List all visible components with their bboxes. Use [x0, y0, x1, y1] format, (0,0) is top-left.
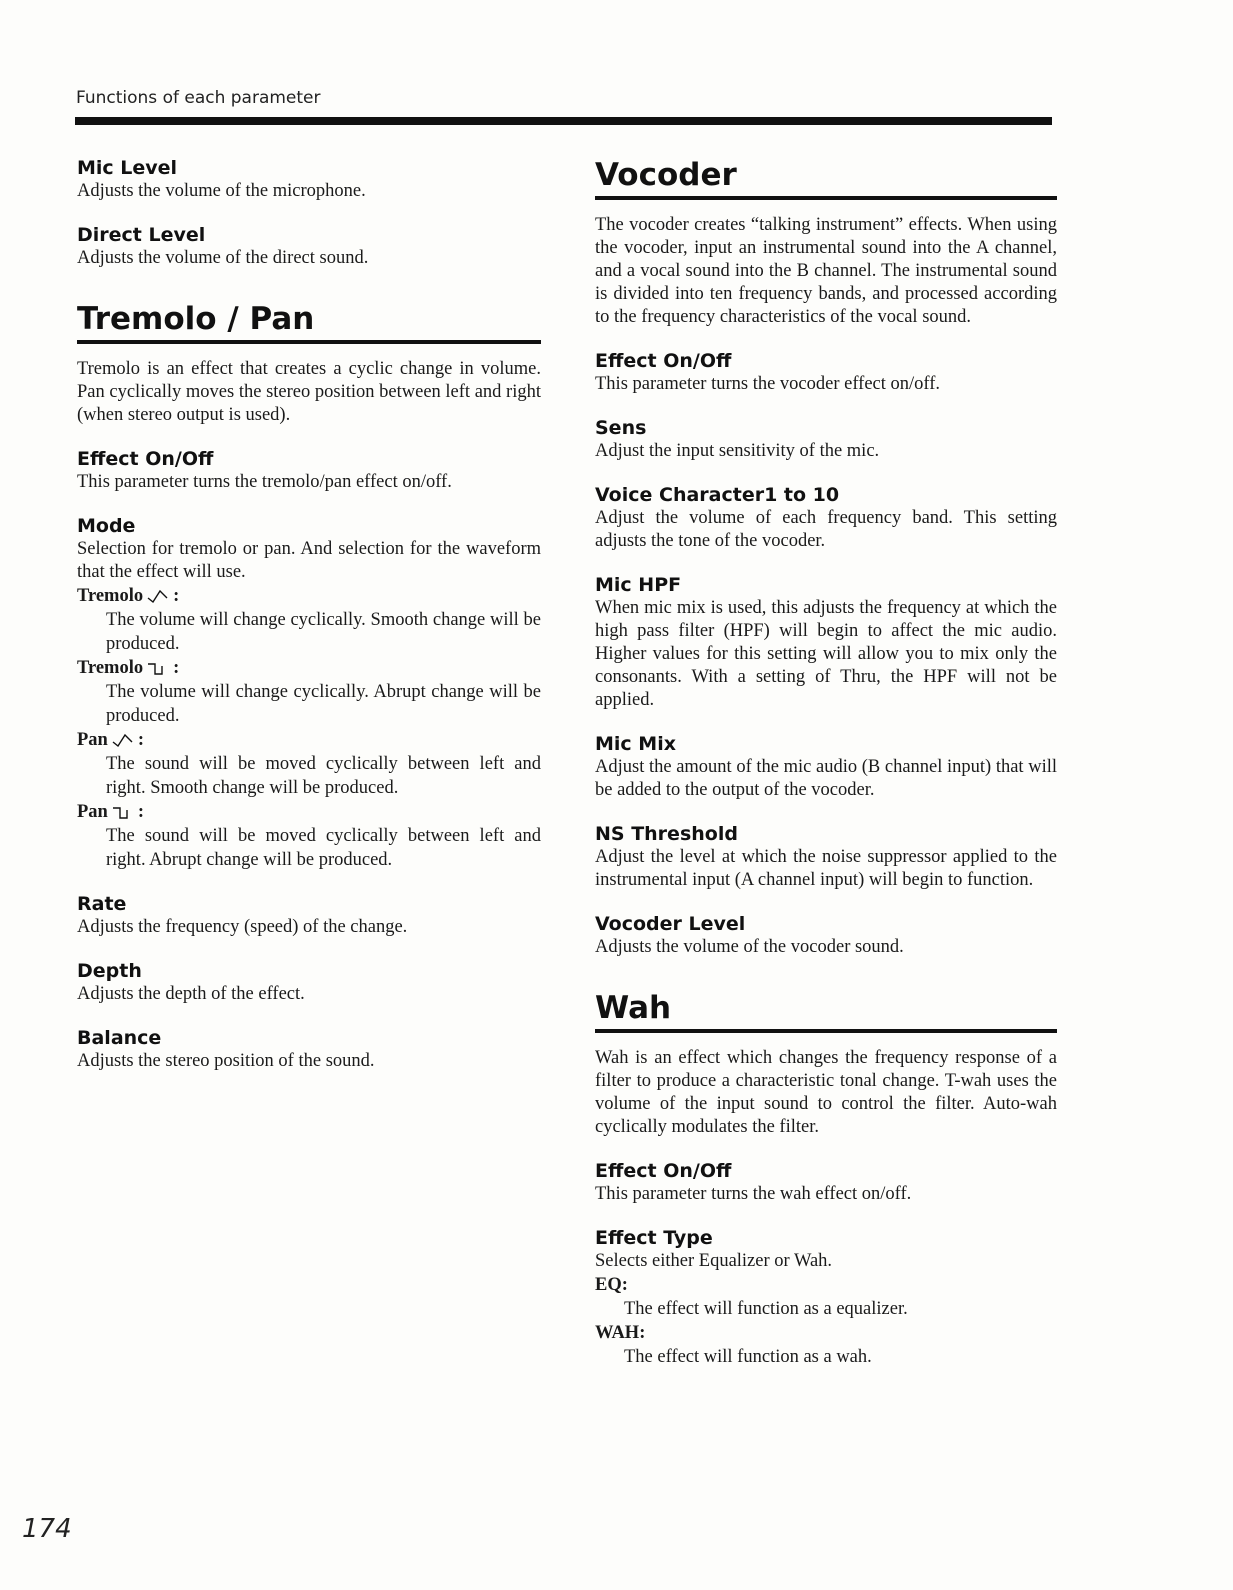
param-name: Voice Character1 to 10	[595, 484, 840, 506]
option-label: Tremolo :	[77, 658, 180, 678]
param-desc: Adjusts the volume of the microphone.	[77, 181, 366, 201]
param-name: Sens	[595, 417, 647, 439]
param-desc: This parameter turns the vocoder effect on/off.	[595, 374, 941, 394]
param-name: Effect On/Off	[77, 448, 214, 470]
option-label: Pan :	[77, 730, 145, 750]
param-mic-hpf	[595, 573, 1057, 712]
section-title-vocoder: Vocoder	[595, 157, 737, 193]
param-mic-mix	[595, 732, 1057, 802]
param-desc: Adjusts the stereo position of the sound.	[77, 1051, 375, 1071]
param-name: Rate	[77, 893, 127, 915]
section-title-tremolo-pan: Tremolo / Pan	[77, 301, 315, 337]
option-label-text: Pan	[77, 730, 108, 750]
page-number: 174	[22, 1514, 72, 1544]
param-name: Effect On/Off	[595, 1160, 732, 1182]
param-desc: Adjust the volume of each frequency band. This setting adjusts the tone of the vocoder.	[595, 508, 1057, 551]
option-desc: The effect will function as a equalizer.	[624, 1299, 908, 1319]
triangle-wave-icon	[147, 588, 169, 604]
param-name: Mic Mix	[595, 733, 676, 755]
option-label-text: Tremolo	[77, 658, 144, 678]
param-depth	[77, 959, 541, 1006]
param-voice-character	[595, 483, 1057, 553]
section-intro: Wah is an effect which changes the frequency response of a filter to produce a characteristic tonal change. T-wah uses the volume of the input sound to control the filter. Auto-wah cyclically modulates the filter.	[595, 1048, 1057, 1137]
param-ns-threshold	[595, 822, 1057, 892]
param-effect-type	[595, 1226, 1057, 1369]
option-label	[595, 1321, 1057, 1345]
triangle-wave-icon	[112, 732, 134, 748]
param-name: Mode	[77, 515, 136, 537]
option-label-text: WAH:	[595, 1323, 646, 1343]
option-desc: The volume will change cyclically. Smooth change will be produced.	[106, 610, 541, 654]
option-desc: The sound will be moved cyclically between left and right. Abrupt change will be produced.	[106, 826, 541, 870]
section-title-wah: Wah	[595, 990, 672, 1026]
param-effect-on-off	[595, 349, 1057, 396]
param-direct-level	[77, 223, 541, 270]
param-sens	[595, 416, 1057, 463]
section-rule	[595, 1029, 1057, 1033]
param-name: Direct Level	[77, 224, 206, 246]
param-mic-level	[77, 156, 541, 203]
param-effect-on-off	[595, 1159, 1057, 1206]
param-desc: This parameter turns the tremolo/pan effect on/off.	[77, 472, 452, 492]
running-head: Functions of each parameter	[76, 88, 321, 108]
param-name: Balance	[77, 1027, 162, 1049]
section-intro: The vocoder creates “talking instrument” effects. When using the vocoder, input an instrumental sound into the A channel, and a vocal sound into the B channel. The instrumental sound is divided into ten frequency bands, and processed according to the frequency characteristics of the vocal sound.	[595, 215, 1057, 327]
param-name: Effect Type	[595, 1227, 713, 1249]
param-balance	[77, 1026, 541, 1073]
param-desc: Adjust the level at which the noise suppressor applied to the instrumental input (A channel input) will begin to function.	[595, 847, 1057, 890]
param-effect-on-off	[77, 447, 541, 494]
option-label: Tremolo :	[77, 586, 180, 606]
param-desc: Selects either Equalizer or Wah.	[595, 1251, 833, 1271]
option-desc: The volume will change cyclically. Abrupt change will be produced.	[106, 682, 541, 726]
section-rule	[77, 340, 541, 344]
param-name: Mic HPF	[595, 574, 682, 596]
param-desc: Adjusts the frequency (speed) of the change.	[77, 917, 408, 937]
square-wave-icon	[112, 804, 134, 820]
param-name: Effect On/Off	[595, 350, 732, 372]
option-label-text: EQ:	[595, 1275, 628, 1295]
param-desc: This parameter turns the wah effect on/off.	[595, 1184, 912, 1204]
param-name: NS Threshold	[595, 823, 738, 845]
param-vocoder-level	[595, 912, 1057, 959]
left-column	[77, 156, 541, 1093]
param-desc: Adjusts the volume of the direct sound.	[77, 248, 369, 268]
section-rule	[595, 196, 1057, 200]
option-desc: The effect will function as a wah.	[624, 1347, 872, 1367]
square-wave-icon	[147, 660, 169, 676]
param-desc: When mic mix is used, this adjusts the frequency at which the high pass filter (HPF) will begin to affect the mic audio. Higher values for this setting will allow you to mix only the consonants. With a setting of Thru, the HPF will not be applied.	[595, 598, 1057, 710]
right-column	[595, 156, 1057, 1389]
option-label	[595, 1273, 1057, 1297]
option-label-text: Tremolo	[77, 586, 144, 606]
param-desc: Adjusts the depth of the effect.	[77, 984, 305, 1004]
param-desc: Adjusts the volume of the vocoder sound.	[595, 937, 904, 957]
param-desc: Adjust the input sensitivity of the mic.	[595, 441, 880, 461]
param-name: Mic Level	[77, 157, 178, 179]
param-name: Vocoder Level	[595, 913, 746, 935]
param-mode	[77, 514, 541, 872]
option-desc: The sound will be moved cyclically between left and right. Smooth change will be produced.	[106, 754, 541, 798]
option-label-text: Pan	[77, 802, 108, 822]
option-label: Pan :	[77, 802, 145, 822]
param-desc: Adjust the amount of the mic audio (B channel input) that will be added to the output of the vocoder.	[595, 757, 1057, 800]
section-intro: Tremolo is an effect that creates a cyclic change in volume. Pan cyclically moves the stereo position between left and right (when stereo output is used).	[77, 359, 541, 425]
param-rate	[77, 892, 541, 939]
header-rule	[75, 117, 1052, 125]
param-name: Depth	[77, 960, 142, 982]
param-desc: Selection for tremolo or pan. And selection for the waveform that the effect will use.	[77, 539, 541, 582]
